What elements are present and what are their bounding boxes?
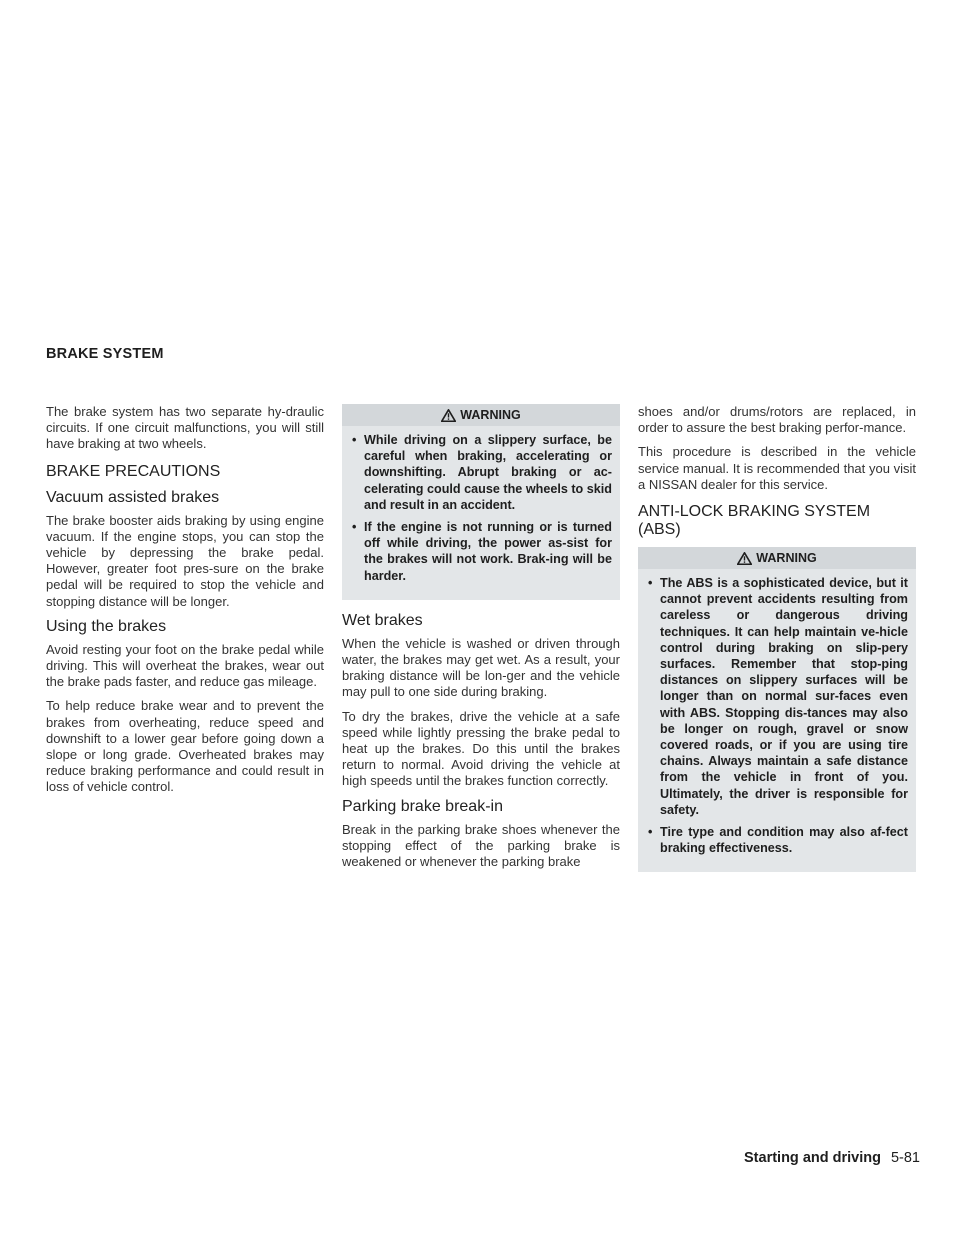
using-paragraph-2: To help reduce brake wear and to prevent the brakes from overheating, reduce speed and downshift to a lower gear before going down a slope or long grade. Overheated brakes may reduce braking performance and could result in loss of vehicle control.	[46, 698, 324, 795]
warning-header	[342, 404, 620, 426]
wet-brakes-heading: Wet brakes	[342, 611, 423, 629]
abs-heading: ANTI-LOCK BRAKING SYSTEM (ABS)	[638, 503, 871, 539]
parking-paragraph: Break in the parking brake shoes whenever the stopping effect of the parking brake is weakened or whenever the parking brake	[342, 821, 620, 870]
abs-warning-box	[638, 547, 916, 872]
warning-list	[342, 426, 620, 584]
column-right	[638, 404, 916, 884]
warning-label: WARNING	[756, 551, 817, 566]
intro-paragraph: The brake system has two separate hy-draulic circuits. If one circuit malfunctions, you will still have braking at two wheels.	[46, 404, 324, 452]
page-footer	[744, 1150, 920, 1166]
warning-header	[638, 547, 916, 569]
warning-label: WARNING	[460, 408, 521, 422]
vacuum-assisted-heading: Vacuum assisted brakes	[46, 488, 220, 506]
using-brakes-heading: Using the brakes	[46, 617, 167, 635]
warning-triangle-icon	[737, 552, 752, 565]
warning-list	[638, 569, 916, 856]
brake-precautions-heading: BRAKE PRECAUTIONS	[46, 462, 221, 480]
footer-section-name: Starting and driving	[744, 1150, 881, 1166]
warning-item: • Tire type and condition may also af-fect braking effectiveness.	[646, 824, 908, 856]
warning-item: • If the engine is not running or is turned off while driving, the power as-sist for the brakes will not work. Brak-ing will be harder.	[350, 519, 612, 584]
section-title: BRAKE SYSTEM	[46, 346, 164, 362]
column-middle	[342, 404, 620, 878]
warning-item: • The ABS is a sophisticated device, but it cannot prevent accidents resulting from careless or dangerous driving techniques. It can help maintain ve-hicle control during braking on slip-pery surfaces. Remember that stop-ping distances on slippery surfaces will be longer than on normal sur-faces even with ABS. Stopping dis-tances may also be longer on rough, gravel or snow covered roads, or if you are using tire chains. Always maintain a safe distance from the vehicle in front of you. Ultimately, the driver is responsible for safety.	[646, 575, 908, 818]
warning-box	[342, 404, 620, 600]
continued-paragraph: shoes and/or drums/rotors are replaced, in order to assure the best braking perfor-mance.	[638, 404, 916, 436]
column-left	[46, 404, 324, 804]
wet-paragraph-2: To dry the brakes, drive the vehicle at a safe speed while lightly pressing the brake pedal to heat up the brakes. Do this until the brakes return to normal. Avoid driving the vehicle at high speeds until the brakes function correctly.	[342, 708, 620, 789]
using-paragraph-1: Avoid resting your foot on the brake pedal while driving. This will overheat the brakes, wear out the brake pads faster, and reduce gas mileage.	[46, 641, 324, 690]
wet-paragraph-1: When the vehicle is washed or driven through water, the brakes may get wet. As a result, your braking distance will be lon-ger and the vehicle may pull to one side during braking.	[342, 635, 620, 700]
vacuum-paragraph: The brake booster aids braking by using engine vacuum. If the engine stops, you can stop the vehicle by depressing the brake pedal. However, greater foot pres-sure on the brake pedal will be required to stop the vehicle and stopping distance will be longer.	[46, 512, 324, 609]
warning-item: • While driving on a slippery surface, be careful when braking, accelerating or downshifting. Abrupt braking or ac-celerating could cause the wheels to skid and result in an accident.	[350, 432, 612, 513]
page-number: 5-81	[890, 1150, 920, 1166]
warning-triangle-icon	[441, 409, 456, 422]
procedure-paragraph: This procedure is described in the vehicle service manual. It is recommended that you visit a NISSAN dealer for this service.	[638, 444, 916, 492]
parking-brake-heading: Parking brake break-in	[342, 797, 503, 815]
